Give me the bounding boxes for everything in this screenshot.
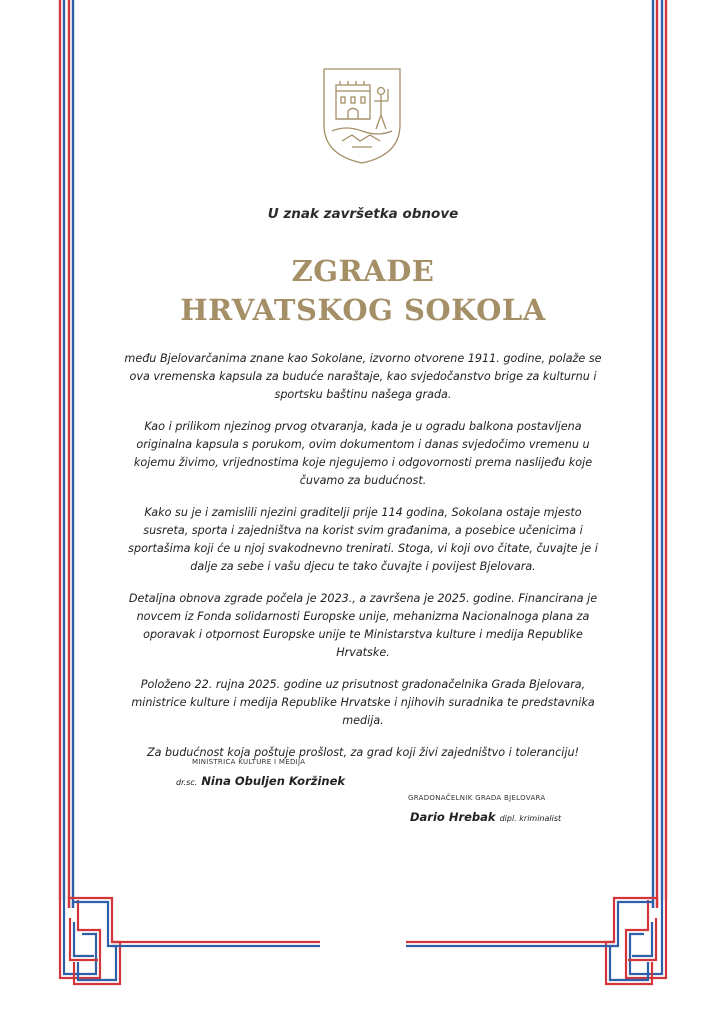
paragraph-5: Položeno 22. rujna 2025. godine uz prisutnost gradonačelnika Grada Bjelovara, ministrice kulture i medija Republike Hrvatske i njihovih suradnika te predstavnika medija. bbox=[131, 678, 595, 727]
signature-left-prefix: dr.sc. bbox=[176, 778, 198, 787]
signature-right-suffix: dipl. kriminalist bbox=[499, 814, 562, 823]
document-body bbox=[124, 350, 602, 776]
signature-right-name bbox=[410, 810, 561, 824]
paragraph-3: Kako su je i zamislili njezini graditelji prije 114 godina, Sokolana ostaje mjesto susreta, sporta i zajedništva na korist svim građanima, a posebice učenicima i sportašima koji će u njoj svakodnevno trenirati. Stoga, vi koji ovo čitate, čuvajte je i dalje za sebe i vašu djecu te tako čuvajte i povijest Bjelovara. bbox=[128, 506, 598, 573]
paragraph-2: Kao i prilikom njezinog prvog otvaranja, kada je u ogradu balkona postavljena originalna kapsula s porukom, ovim dokumentom i danas svjedočimo vremenu u kojemu živimo, vrijednostima koje njegujemo i odgovornosti prema naslijeđu koje čuvamo za budućnost. bbox=[133, 420, 593, 487]
paragraph-1: među Bjelovarčanima znane kao Sokolane, izvorno otvorene 1911. godine, polaže se ova vremenska kapsula za buduće naraštaje, kao svjedočanstvo brige za kulturnu i sportsku baštinu našega grada. bbox=[124, 352, 602, 401]
signature-right-person: Dario Hrebak bbox=[410, 810, 496, 824]
closing-line: Za budućnost koja poštuje prošlost, za grad koji živi zajedništvo i toleranciju! bbox=[146, 746, 580, 759]
signature-left-name bbox=[176, 774, 345, 788]
bjelovar-coat-of-arms-icon bbox=[322, 67, 402, 165]
signature-right-role: GRADONAČELNIK GRADA BJELOVARA bbox=[408, 794, 546, 802]
paragraph-4: Detaljna obnova zgrade počela je 2023., a završena je 2025. godine. Financirana je novcem iz Fonda solidarnosti Europske unije, mehanizma Nacionalnoga plana za oporavak i otpornost Europske unije te Ministarstva kulture i medija Republike Hrvatske. bbox=[128, 592, 598, 659]
document-title-line-2: HRVATSKOG SOKOLA bbox=[180, 293, 546, 327]
signature-left-role: MINISTRICA KULTURE I MEDIJA bbox=[192, 758, 306, 766]
signature-left-person: Nina Obuljen Koržinek bbox=[201, 774, 346, 788]
document-subtitle: U znak završetka obnove bbox=[267, 206, 459, 222]
document-title-line-1: ZGRADE bbox=[291, 254, 435, 288]
